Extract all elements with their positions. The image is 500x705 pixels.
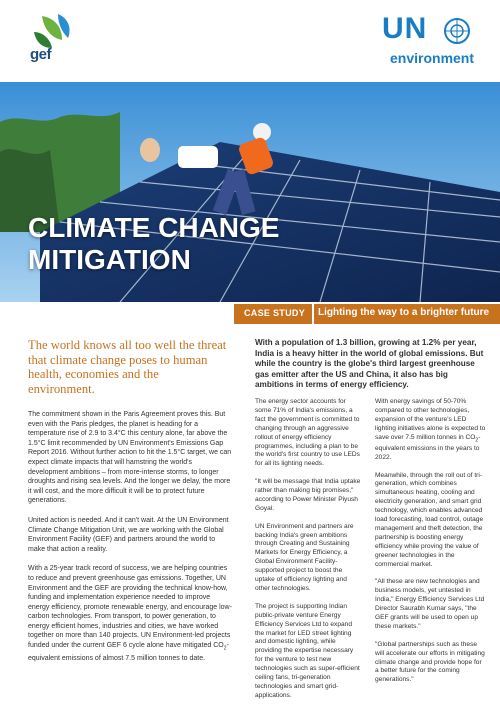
case-paragraph: The energy sector accounts for some 71% of India's emissions, a fact the government is committed to changing through an aggressive rollout of energy efficiency programmes, including a plan to be the world's first country to use LEDs for all its lighting needs. [255,398,360,468]
left-column [28,410,233,674]
case-study-label: CASE STUDY [244,308,306,318]
case-paragraph: "All these are new technologies and business models, yet untested in India," Energy Efficiency Services Ltd Director Saurabh Kumar says, "the GEF grants will be used to open up these markets." [375,578,485,630]
case-paragraph: The project is supporting Indian public-private venture Energy Efficiency Services Ltd to expand the market for LED street lighting and domestic lighting, while providing the expertise necessary for the venture to test new technologies such as super-efficient ceiling fans, tri-generation technologies and smart grid-applications. [255,602,360,699]
case-study-lead: With a population of 1.3 billion, growing at 1.2% per year, India is a heavy hitter in the world of global emissions. But while the country is the globe's third largest greenhouse gas emitter after the US and China, it also has big ambitions in terms of energy efficiency. [255,338,484,389]
left-paragraph: With a 25-year track record of success, we are helping countries to reduce and prevent greenhouse gas emissions. Together, UN Environment and the GEF are providing the technical know-how, funding and implementation experience needed to improve energy efficiency, promote renewable energy, and encourage low-carbon technologies. From transport, to power generation, to energy efficient homes, industries and cities, we have worked together on more than 140 projects. UN Environment-led projects funded under the current GEF 6 cycle alone have mitigated $CO_2$-equivalent emissions of almost 7.5 million tonnes to date. [28,565,232,663]
hero-title-line1: CLIMATE CHANGE [28,212,280,243]
hero-title-line2: MITIGATION [28,244,191,275]
case-paragraph: With energy savings of 50-70% compared to other technologies, expansion of the venture's LED lighting initiatives alone is expected to save over 7.5 million tonnes in $CO_2$-equivalent emissions in the years to 2022. [375,398,486,461]
case-column-b [375,398,487,694]
case-study-subtitle: Lighting the way to a brighter future [318,307,490,318]
hero-image [0,82,500,302]
left-paragraph: The commitment shown in the Paris Agreement proves this. But even with the Paris pledges, the planet is heading for a temperature rise of 2.9 to 3.4°C this century alone, far above the 1.5°C limit recommended by UN Environment's Emissions Gap Report 2016. Without further action to hit the 1.5°C target, we can expect climate impacts that will hamstring the world's development ambitions – from more-intense storms, to longer droughts and rising sea levels. And the longer we delay, the more it will cost, and the more difficult it will be to protect future generations. [28,411,232,505]
left-paragraph: United action is needed. And it can't wait. At the UN Environment Climate Change Mitigation Unit, we are working with the Global Environment Facility (GEF) and partners around the world to make that action a reality. [28,516,229,553]
case-paragraph: UN Environment and partners are backing India's green ambitions through Creating and Sustaining Markets for Energy Efficiency, a Global Environment Facility-supported project to boost the uptake of efficiency lighting and other technologies. [255,522,354,592]
un-environment-logo [382,12,482,72]
case-paragraph: Meanwhile, through the roll out of tri-generation, which combines simultaneous heating, cooling and electricity generation, and smart grid technology, which enables advanced load forecasting, load control, outage management and theft detection, the partnership is boosting energy efficiency while proving the value of greener technologies in the commercial market. [375,471,484,568]
case-study-banner [234,304,500,324]
gef-logo-text: gef [30,46,51,63]
hero-title [28,212,279,276]
un-letters: UN [382,12,428,45]
un-environment-text: environment [390,50,475,66]
case-study-divider [312,304,314,324]
case-paragraph: "Global partnerships such as these will accelerate our efforts in mitigating climate change and provide hope for a better future for the coming generations." [375,640,485,684]
un-emblem-icon [442,16,472,46]
case-paragraph: "It will be message that India uptake rather than making big promises," according to Power Minister Piyush Goyal. [255,478,361,512]
header [0,0,500,82]
case-column-a [255,398,361,705]
intro-pullquote: The world knows all too well the threat that climate change poses to human health, economies and the environment. [28,338,227,396]
